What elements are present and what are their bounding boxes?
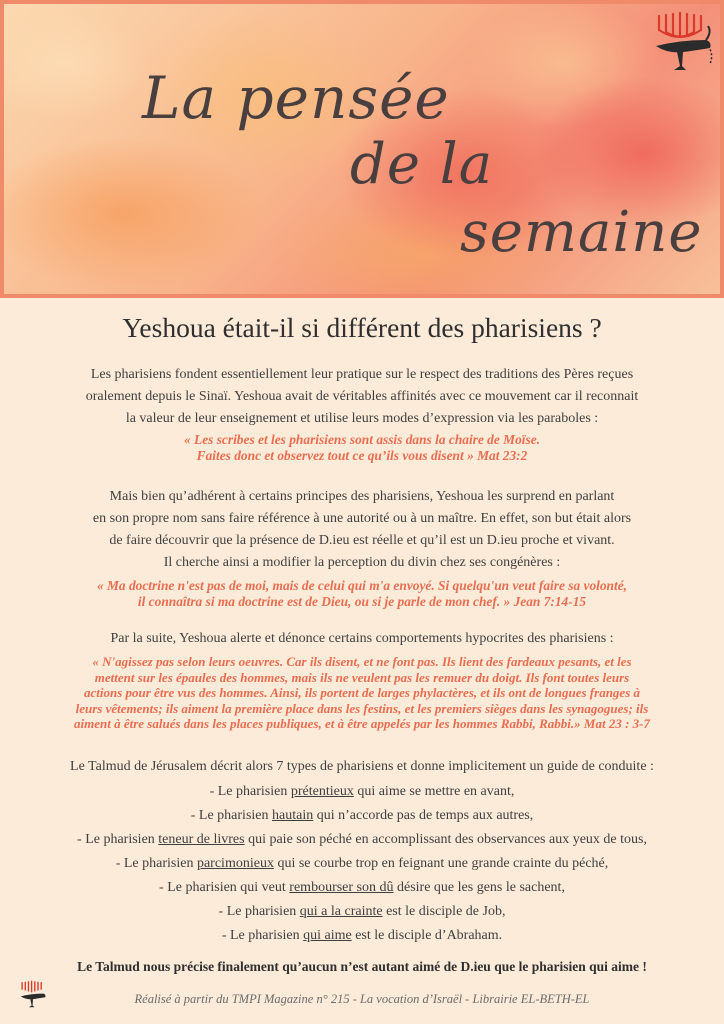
- paragraph-line: en son propre nom sans faire référence à une autorité ou à un maître. En effet, son but était alors: [92, 511, 632, 526]
- quote-line: aiment à être salués dans les places publiques, et à être appelés par les hommes Rabbi, Rabbi.» Mat 23 : 3-7: [74, 716, 650, 731]
- conclusion: Le Talmud nous précise finalement qu’aucun n’est autant aimé de D.ieu que le pharisien qui aime !: [77, 959, 647, 974]
- intro-line: Les pharisiens fondent essentiellement leur pratique sur le respect des traditions des Pères reçues: [90, 367, 634, 382]
- intro-line: la valeur de leur enseignement et utilise leurs modes d’expression via les paraboles :: [125, 411, 599, 426]
- footer-credit: Réalisé à partir du TMPI Magazine n° 215 - La vocation d’Israël - Librairie EL-BETH-EL: [134, 992, 590, 1006]
- list-item-term: teneur de livres: [158, 832, 245, 847]
- quote-line: actions pour être vus des hommes. Ainsi, ils portent de larges phylactères, et ils ont de longues franges à: [83, 685, 641, 700]
- intro-line: oralement depuis le Sinaï. Yeshoua avait de véritables affinités avec ce mouvement car il reconnait: [85, 389, 639, 404]
- list-item-term: rembourser son dû: [289, 880, 394, 895]
- list-item-term: qui a la crainte: [299, 904, 383, 919]
- list-item-term: prétentieux: [290, 784, 354, 799]
- list-item: - Le pharisien qui aime est le disciple d’Abraham.: [221, 928, 503, 943]
- list-item: - Le pharisien qui a la crainte est le disciple de Job,: [218, 904, 506, 919]
- banner-title-line3: semaine: [460, 200, 703, 265]
- watercolor-banner: [0, 0, 724, 298]
- list-item: - Le pharisien teneur de livres qui paie son péché en accomplissant des observances aux yeux de tous,: [77, 832, 647, 847]
- list-item: - Le pharisien parcimonieux qui se courbe trop en feignant une grande crainte du péché,: [115, 856, 609, 871]
- second-paragraph: [0, 486, 724, 574]
- pharisee-types-list: [0, 780, 724, 948]
- list-item-term: qui aime: [303, 928, 352, 943]
- list-item-term: parcimonieux: [196, 856, 274, 871]
- fourth-paragraph: [0, 756, 724, 778]
- paragraph-line: Par la suite, Yeshoua alerte et dénonce certains comportements hypocrites des pharisiens :: [110, 631, 614, 646]
- quote-mat-23-2: [14, 432, 710, 463]
- banner-title-line1: La pensée: [142, 64, 450, 132]
- quote-line: « Les scribes et les pharisiens sont assis dans la chaire de Moïse.: [184, 432, 540, 447]
- paragraph-line: Le Talmud de Jérusalem décrit alors 7 types de pharisiens et donne implicitement un guide de conduite :: [70, 759, 654, 774]
- page-title: Yeshoua était-il si différent des pharisiens ?: [122, 312, 602, 343]
- quote-line: mettent sur les épaules des hommes, mais ils ne veulent pas les remuer du doigt. Ils font toutes leurs: [94, 669, 630, 685]
- third-paragraph: [0, 628, 724, 650]
- quote-line: leurs vêtements; ils aiment la première place dans les festins, et les premiers sièges dans les synagogues; ils: [75, 700, 649, 716]
- quote-mat-23-3: [14, 654, 710, 732]
- paragraph-line: de faire découvrir que la présence de D.ieu est réelle et qu’il est un D.ieu proche et vivant.: [109, 533, 615, 548]
- quote-line: « N'agissez pas selon leurs oeuvres. Car ils disent, et ne font pas. Ils lient des fardeaux pesants, et les: [92, 654, 632, 669]
- list-item: - Le pharisien hautain qui n’accorde pas de temps aux autres,: [190, 808, 534, 823]
- paragraph-line: Il cherche ainsi a modifier la perception du divin chez ses congénères :: [163, 555, 561, 570]
- quote-jean-7: [14, 578, 710, 609]
- banner-title-line2: de la: [350, 132, 494, 197]
- quote-line: « Ma doctrine n'est pas de moi, mais de celui qui m'a envoyé. Si quelqu'un veut faire sa volonté,: [96, 578, 628, 593]
- list-item: - Le pharisien qui veut rembourser son dû désire que les gens le sachent,: [159, 880, 565, 895]
- list-item-term: hautain: [272, 808, 314, 823]
- list-item: - Le pharisien prétentieux qui aime se mettre en avant,: [209, 784, 515, 799]
- menorah-logo-icon: [650, 10, 716, 76]
- quote-line: Faites donc et observez tout ce qu’ils vous disent » Mat 23:2: [196, 447, 528, 463]
- paragraph-line: Mais bien qu’adhérent à certains principes des pharisiens, Yeshoua les surprend en parlant: [109, 489, 615, 504]
- intro-paragraph: [0, 364, 724, 430]
- quote-line: il connaîtra si ma doctrine est de Dieu, ou si je parle de mon chef. » Jean 7:14-15: [137, 593, 587, 609]
